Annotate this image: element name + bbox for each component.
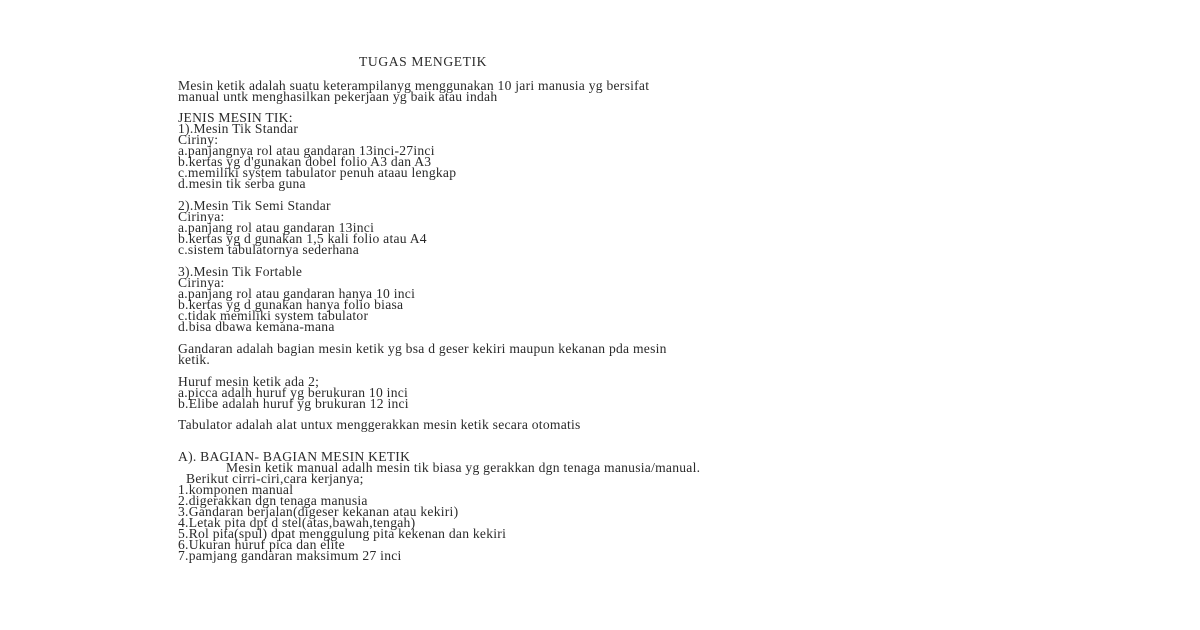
semi-title: 2).Mesin Tik Semi Standar [178,198,331,213]
bagian-item: 6.Ukuran huruf pica dan elite [178,537,345,552]
bagian-desc: Mesin ketik manual adalh mesin tik biasa yg gerakkan dgn tenaga manusia/manual. [226,460,701,475]
fortable-title: 3).Mesin Tik Fortable [178,264,303,279]
semi-line: c.sistem tabulatornya sederhana [178,242,360,257]
gandaran-line: Gandaran adalah bagian mesin ketik yg bsa d geser kekiri maupun kekanan pda mesin [178,341,667,356]
fortable-line: c.tidak memiliki system tabulator [178,308,369,323]
semi-line: a.panjang rol atau gandaran 13inci [178,220,375,235]
standar-line: a.panjangnya rol atau gandaran 13inci-27inci [178,143,435,158]
bagian-sub: Berikut cirri-ciri,cara kerjanya; [186,471,364,486]
fortable-line: b.kertas yg d gunakan hanya folio biasa [178,297,404,312]
document-title: TUGAS MENGETIK [359,54,488,69]
bagian-heading: A). BAGIAN- BAGIAN MESIN KETIK [178,449,411,464]
semi-line: Cirinya: [178,209,225,224]
intro-line: manual untk menghasilkan pekerjaan yg baik atau indah [178,89,498,104]
bagian-item: 5.Rol pita(spul) dpat menggulung pita kekenan dan kekiri [178,526,507,541]
bagian-item: 7.pamjang gandaran maksimum 27 inci [178,548,402,563]
fortable-line: a.panjang rol atau gandaran hanya 10 inci [178,286,416,301]
huruf-line: Huruf mesin ketik ada 2; [178,374,320,389]
jenis-heading: JENIS MESIN TIK: [178,110,293,125]
standar-line: d.mesin tik serba guna [178,176,306,191]
standar-line: b.kertas yg d'gunakan dobel folio A3 dan A3 [178,154,432,169]
intro-line: Mesin ketik adalah suatu keterampilanyg menggunakan 10 jari manusia yg bersifat [178,78,650,93]
fortable-line: Cirinya: [178,275,225,290]
bagian-item: 2.digerakkan dgn tenaga manusia [178,493,368,508]
huruf-line: b.Elibe adalah huruf yg brukuran 12 inci [178,396,409,411]
gandaran-line: ketik. [178,352,211,367]
huruf-line: a.picca adalh huruf yg berukuran 10 inci [178,385,409,400]
standar-title: 1).Mesin Tik Standar [178,121,299,136]
bagian-item: 1.komponen manual [178,482,294,497]
standar-line: Ciriny: [178,132,219,147]
tabulator-line: Tabulator adalah alat untux menggerakkan mesin ketik secara otomatis [178,417,581,432]
bagian-item: 4.Letak pita dpt d stel(atas,bawah,tengah) [178,515,416,530]
fortable-line: d.bisa dbawa kemana-mana [178,319,335,334]
bagian-item: 3.Gandaran berjalan(digeser kekanan atau kekiri) [178,504,459,519]
standar-line: c.memiliki system tabulator penuh ataau lengkap [178,165,457,180]
semi-line: b.kertas yg d gunakan 1,5 kali folio atau A4 [178,231,427,246]
